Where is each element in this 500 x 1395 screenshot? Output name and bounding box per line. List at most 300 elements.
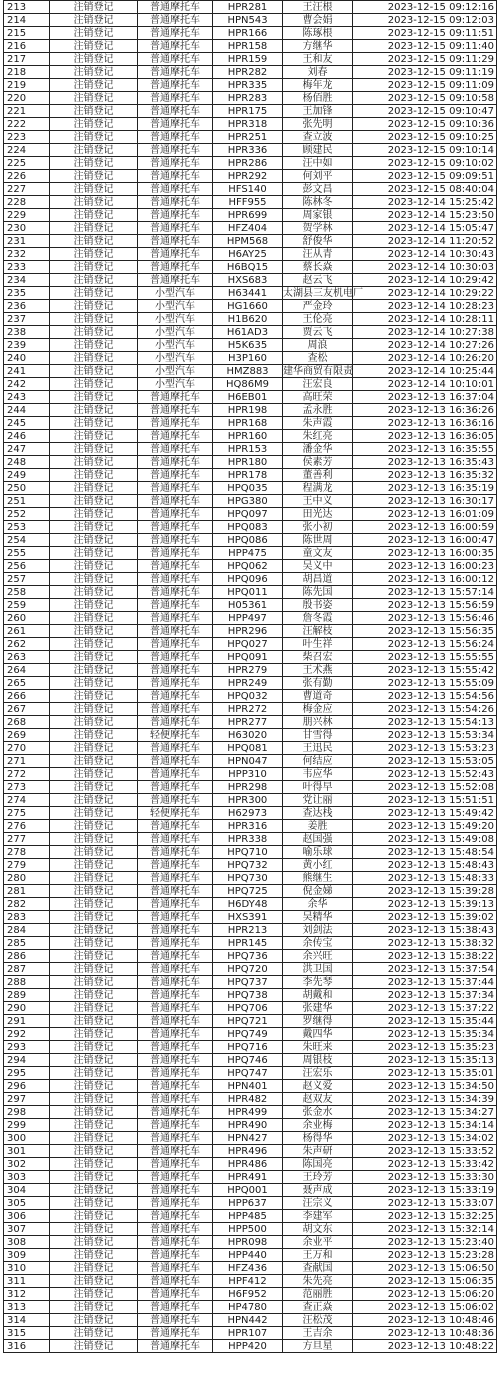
business-time-cell: 2023-12-15 09:11:51 [353, 27, 497, 40]
plate-number-cell: HPR153 [213, 443, 283, 456]
row-number-cell: 250 [4, 482, 50, 495]
business-type-cell: 注销登记 [50, 1223, 138, 1236]
owner-name-cell: 张有勤 [283, 677, 353, 690]
owner-name-cell: 刘春 [283, 66, 353, 79]
business-time-cell: 2023-12-13 15:35:34 [353, 1028, 497, 1041]
business-time-cell: 2023-12-13 15:54:56 [353, 690, 497, 703]
business-time-cell: 2023-12-15 09:09:51 [353, 170, 497, 183]
table-row [4, 612, 497, 625]
row-number-cell: 287 [4, 963, 50, 976]
plate-number-cell: H6BQ15 [213, 261, 283, 274]
business-time-cell: 2023-12-13 15:33:42 [353, 1158, 497, 1171]
table-row [4, 599, 497, 612]
row-number-cell: 313 [4, 1301, 50, 1314]
table-row [4, 768, 497, 781]
business-time-cell: 2023-12-13 16:30:17 [353, 495, 497, 508]
business-time-cell: 2023-12-15 09:10:02 [353, 157, 497, 170]
table-row [4, 508, 497, 521]
business-time-cell: 2023-12-13 15:49:20 [353, 820, 497, 833]
row-number-cell: 237 [4, 313, 50, 326]
owner-name-cell: 甘雪得 [283, 729, 353, 742]
business-type-cell: 注销登记 [50, 92, 138, 105]
business-type-cell: 注销登记 [50, 586, 138, 599]
vehicle-type-cell: 普通摩托车 [138, 183, 213, 196]
plate-number-cell: HPN401 [213, 1080, 283, 1093]
table-row [4, 352, 497, 365]
owner-name-cell: 汪解枝 [283, 625, 353, 638]
business-time-cell: 2023-12-13 15:53:23 [353, 742, 497, 755]
table-row [4, 1184, 497, 1197]
plate-number-cell: HFS140 [213, 183, 283, 196]
table-row [4, 1288, 497, 1301]
business-time-cell: 2023-12-13 15:53:34 [353, 729, 497, 742]
row-number-cell: 276 [4, 820, 50, 833]
vehicle-type-cell: 普通摩托车 [138, 209, 213, 222]
plate-number-cell: HG1660 [213, 300, 283, 313]
table-row [4, 365, 497, 378]
vehicle-type-cell: 普通摩托车 [138, 235, 213, 248]
vehicle-type-cell: 普通摩托车 [138, 976, 213, 989]
business-time-cell: 2023-12-13 16:35:55 [353, 443, 497, 456]
business-time-cell: 2023-12-13 16:35:19 [353, 482, 497, 495]
business-type-cell: 注销登记 [50, 1184, 138, 1197]
plate-number-cell: HPP485 [213, 1210, 283, 1223]
owner-name-cell: 方继华 [283, 40, 353, 53]
vehicle-type-cell: 普通摩托车 [138, 118, 213, 131]
business-type-cell: 注销登记 [50, 937, 138, 950]
vehicle-type-cell: 普通摩托车 [138, 1223, 213, 1236]
business-type-cell: 注销登记 [50, 963, 138, 976]
row-number-cell: 294 [4, 1054, 50, 1067]
row-number-cell: 238 [4, 326, 50, 339]
row-number-cell: 255 [4, 547, 50, 560]
business-type-cell: 注销登记 [50, 222, 138, 235]
plate-number-cell: HFF955 [213, 196, 283, 209]
business-time-cell: 2023-12-13 15:38:43 [353, 924, 497, 937]
plate-number-cell: HPR496 [213, 1145, 283, 1158]
vehicle-type-cell: 普通摩托车 [138, 625, 213, 638]
plate-number-cell: HPR292 [213, 170, 283, 183]
table-row [4, 417, 497, 430]
business-type-cell: 注销登记 [50, 1210, 138, 1223]
plate-number-cell: H6AY25 [213, 248, 283, 261]
table-row [4, 794, 497, 807]
vehicle-type-cell: 小型汽车 [138, 339, 213, 352]
table-row [4, 222, 497, 235]
plate-number-cell: HPR107 [213, 1327, 283, 1340]
business-time-cell: 2023-12-13 15:39:02 [353, 911, 497, 924]
vehicle-type-cell: 普通摩托车 [138, 14, 213, 27]
plate-number-cell: HPR158 [213, 40, 283, 53]
plate-number-cell: HPR699 [213, 209, 283, 222]
business-type-cell: 注销登记 [50, 547, 138, 560]
business-type-cell: 注销登记 [50, 534, 138, 547]
owner-name-cell: 党让丽 [283, 794, 353, 807]
business-time-cell: 2023-12-14 15:23:50 [353, 209, 497, 222]
row-number-cell: 283 [4, 911, 50, 924]
owner-name-cell: 汪宏乐 [283, 1067, 353, 1080]
table-row [4, 690, 497, 703]
row-number-cell: 216 [4, 40, 50, 53]
business-type-cell: 注销登记 [50, 105, 138, 118]
business-time-cell: 2023-12-13 15:37:54 [353, 963, 497, 976]
row-number-cell: 291 [4, 1015, 50, 1028]
owner-name-cell: 查达栈 [283, 807, 353, 820]
business-time-cell: 2023-12-13 15:56:35 [353, 625, 497, 638]
plate-number-cell: HPQ096 [213, 573, 283, 586]
business-time-cell: 2023-12-14 15:05:47 [353, 222, 497, 235]
owner-name-cell: 陈世周 [283, 534, 353, 547]
vehicle-type-cell: 普通摩托车 [138, 196, 213, 209]
plate-number-cell: HPN442 [213, 1314, 283, 1327]
table-row [4, 1041, 497, 1054]
vehicle-type-cell: 普通摩托车 [138, 703, 213, 716]
owner-name-cell: 赵双友 [283, 1093, 353, 1106]
business-type-cell: 注销登记 [50, 1314, 138, 1327]
table-row [4, 560, 497, 573]
business-type-cell: 注销登记 [50, 729, 138, 742]
business-type-cell: 注销登记 [50, 651, 138, 664]
row-number-cell: 242 [4, 378, 50, 391]
vehicle-type-cell: 普通摩托车 [138, 1249, 213, 1262]
table-row [4, 1262, 497, 1275]
owner-name-cell: 陈林冬 [283, 196, 353, 209]
business-type-cell: 注销登记 [50, 1171, 138, 1184]
plate-number-cell: HPP475 [213, 547, 283, 560]
owner-name-cell: 范丽胜 [283, 1288, 353, 1301]
vehicle-type-cell: 普通摩托车 [138, 872, 213, 885]
business-type-cell: 注销登记 [50, 144, 138, 157]
owner-name-cell: 蔡长焱 [283, 261, 353, 274]
row-number-cell: 273 [4, 781, 50, 794]
business-type-cell: 注销登记 [50, 1093, 138, 1106]
vehicle-type-cell: 小型汽车 [138, 378, 213, 391]
table-row [4, 1158, 497, 1171]
table-row [4, 170, 497, 183]
owner-name-cell: 王和友 [283, 53, 353, 66]
owner-name-cell: 叶生祥 [283, 638, 353, 651]
row-number-cell: 224 [4, 144, 50, 157]
business-type-cell: 注销登记 [50, 1340, 138, 1353]
plate-number-cell: HPQ736 [213, 950, 283, 963]
plate-number-cell: HPF412 [213, 1275, 283, 1288]
business-time-cell: 2023-12-13 16:35:32 [353, 469, 497, 482]
vehicle-type-cell: 普通摩托车 [138, 1327, 213, 1340]
table-row [4, 1301, 497, 1314]
owner-name-cell: 何刘平 [283, 170, 353, 183]
table-row [4, 1223, 497, 1236]
plate-number-cell: HPP310 [213, 768, 283, 781]
owner-name-cell: 吴精华 [283, 911, 353, 924]
row-number-cell: 286 [4, 950, 50, 963]
business-time-cell: 2023-12-15 09:10:25 [353, 131, 497, 144]
plate-number-cell: HPP420 [213, 1340, 283, 1353]
owner-name-cell: 王加锋 [283, 105, 353, 118]
owner-name-cell: 童文友 [283, 547, 353, 560]
business-type-cell: 注销登记 [50, 846, 138, 859]
plate-number-cell: HPR491 [213, 1171, 283, 1184]
plate-number-cell: HPM568 [213, 235, 283, 248]
business-time-cell: 2023-12-15 09:10:58 [353, 92, 497, 105]
table-row [4, 1015, 497, 1028]
table-row [4, 885, 497, 898]
business-type-cell: 注销登记 [50, 1262, 138, 1275]
owner-name-cell: 高旺荣 [283, 391, 353, 404]
plate-number-cell: H61AD3 [213, 326, 283, 339]
owner-name-cell: 熊继生 [283, 872, 353, 885]
table-row [4, 950, 497, 963]
plate-number-cell: HQ86M9 [213, 378, 283, 391]
table-row [4, 1054, 497, 1067]
owner-name-cell: 朱旺来 [283, 1041, 353, 1054]
owner-name-cell: 余业平 [283, 1236, 353, 1249]
plate-number-cell: HPQ720 [213, 963, 283, 976]
business-type-cell: 注销登记 [50, 1015, 138, 1028]
plate-number-cell: H62973 [213, 807, 283, 820]
table-row [4, 1093, 497, 1106]
plate-number-cell: HPQ083 [213, 521, 283, 534]
business-type-cell: 注销登记 [50, 235, 138, 248]
row-number-cell: 280 [4, 872, 50, 885]
business-time-cell: 2023-12-14 10:30:43 [353, 248, 497, 261]
table-row [4, 495, 497, 508]
vehicle-type-cell: 普通摩托车 [138, 716, 213, 729]
business-type-cell: 注销登记 [50, 118, 138, 131]
table-row [4, 833, 497, 846]
business-time-cell: 2023-12-15 09:11:40 [353, 40, 497, 53]
row-number-cell: 316 [4, 1340, 50, 1353]
plate-number-cell: HPQ091 [213, 651, 283, 664]
plate-number-cell: HPQ011 [213, 586, 283, 599]
business-time-cell: 2023-12-15 09:11:09 [353, 79, 497, 92]
business-type-cell: 注销登记 [50, 872, 138, 885]
business-type-cell: 注销登记 [50, 261, 138, 274]
table-row [4, 404, 497, 417]
vehicle-type-cell: 普通摩托车 [138, 144, 213, 157]
row-number-cell: 252 [4, 508, 50, 521]
row-number-cell: 297 [4, 1093, 50, 1106]
business-type-cell: 注销登记 [50, 1197, 138, 1210]
vehicle-type-cell: 普通摩托车 [138, 1093, 213, 1106]
owner-name-cell: 潘金华 [283, 443, 353, 456]
table-row [4, 703, 497, 716]
owner-name-cell: 余传宝 [283, 937, 353, 950]
vehicle-type-cell: 普通摩托车 [138, 1275, 213, 1288]
row-number-cell: 295 [4, 1067, 50, 1080]
vehicle-type-cell: 普通摩托车 [138, 1, 213, 14]
row-number-cell: 309 [4, 1249, 50, 1262]
row-number-cell: 235 [4, 287, 50, 300]
row-number-cell: 264 [4, 664, 50, 677]
business-type-cell: 注销登记 [50, 1327, 138, 1340]
vehicle-type-cell: 普通摩托车 [138, 586, 213, 599]
business-time-cell: 2023-12-13 16:01:09 [353, 508, 497, 521]
table-row [4, 1028, 497, 1041]
business-type-cell: 注销登记 [50, 1041, 138, 1054]
vehicle-type-cell: 普通摩托车 [138, 456, 213, 469]
vehicle-type-cell: 普通摩托车 [138, 898, 213, 911]
vehicle-type-cell: 普通摩托车 [138, 1171, 213, 1184]
business-type-cell: 注销登记 [50, 417, 138, 430]
plate-number-cell: HFZ404 [213, 222, 283, 235]
vehicle-type-cell: 普通摩托车 [138, 677, 213, 690]
business-time-cell: 2023-12-13 15:53:05 [353, 755, 497, 768]
business-time-cell: 2023-12-13 15:48:43 [353, 859, 497, 872]
business-type-cell: 注销登记 [50, 1288, 138, 1301]
owner-name-cell: 刘剑法 [283, 924, 353, 937]
business-type-cell: 注销登记 [50, 885, 138, 898]
owner-name-cell: 查献国 [283, 1262, 353, 1275]
business-type-cell: 注销登记 [50, 1028, 138, 1041]
plate-number-cell: HPR168 [213, 417, 283, 430]
plate-number-cell: HPR336 [213, 144, 283, 157]
business-type-cell: 注销登记 [50, 300, 138, 313]
row-number-cell: 288 [4, 976, 50, 989]
plate-number-cell: HPR180 [213, 456, 283, 469]
table-row [4, 1145, 497, 1158]
plate-number-cell: HPQ730 [213, 872, 283, 885]
owner-name-cell: 王伦亮 [283, 313, 353, 326]
row-number-cell: 298 [4, 1106, 50, 1119]
table-row [4, 1340, 497, 1353]
table-row [4, 729, 497, 742]
vehicle-type-cell: 普通摩托车 [138, 768, 213, 781]
business-type-cell: 注销登记 [50, 833, 138, 846]
business-time-cell: 2023-12-13 15:35:23 [353, 1041, 497, 1054]
vehicle-type-cell: 小型汽车 [138, 313, 213, 326]
plate-number-cell: HP4780 [213, 1301, 283, 1314]
business-type-cell: 注销登记 [50, 612, 138, 625]
business-type-cell: 注销登记 [50, 664, 138, 677]
row-number-cell: 244 [4, 404, 50, 417]
business-time-cell: 2023-12-13 15:32:25 [353, 1210, 497, 1223]
business-time-cell: 2023-12-14 11:20:52 [353, 235, 497, 248]
owner-name-cell: 赵云飞 [283, 274, 353, 287]
owner-name-cell: 曹会娟 [283, 14, 353, 27]
table-row [4, 443, 497, 456]
business-type-cell: 注销登记 [50, 1106, 138, 1119]
owner-name-cell: 李先琴 [283, 976, 353, 989]
row-number-cell: 267 [4, 703, 50, 716]
vehicle-type-cell: 小型汽车 [138, 326, 213, 339]
business-time-cell: 2023-12-13 15:39:28 [353, 885, 497, 898]
business-type-cell: 注销登记 [50, 196, 138, 209]
business-time-cell: 2023-12-13 15:49:08 [353, 833, 497, 846]
vehicle-type-cell: 普通摩托车 [138, 1288, 213, 1301]
owner-name-cell: 舒俊华 [283, 235, 353, 248]
owner-name-cell: 查正焱 [283, 1301, 353, 1314]
owner-name-cell: 叶得早 [283, 781, 353, 794]
business-time-cell: 2023-12-14 10:29:42 [353, 274, 497, 287]
plate-number-cell: HPR175 [213, 105, 283, 118]
owner-name-cell: 陈国亮 [283, 1158, 353, 1171]
plate-number-cell: HPR281 [213, 1, 283, 14]
row-number-cell: 262 [4, 638, 50, 651]
table-row [4, 1275, 497, 1288]
table-row [4, 53, 497, 66]
vehicle-type-cell: 普通摩托车 [138, 664, 213, 677]
business-time-cell: 2023-12-13 15:06:35 [353, 1275, 497, 1288]
row-number-cell: 274 [4, 794, 50, 807]
business-time-cell: 2023-12-14 15:25:42 [353, 196, 497, 209]
business-time-cell: 2023-12-14 10:28:23 [353, 300, 497, 313]
business-time-cell: 2023-12-14 10:27:26 [353, 339, 497, 352]
table-row [4, 1236, 497, 1249]
vehicle-type-cell: 小型汽车 [138, 352, 213, 365]
vehicle-type-cell: 普通摩托车 [138, 963, 213, 976]
plate-number-cell: HPQ746 [213, 1054, 283, 1067]
owner-name-cell: 詹冬霞 [283, 612, 353, 625]
owner-name-cell: 殷书姿 [283, 599, 353, 612]
table-row [4, 976, 497, 989]
row-number-cell: 220 [4, 92, 50, 105]
vehicle-type-cell: 普通摩托车 [138, 27, 213, 40]
vehicle-type-cell: 普通摩托车 [138, 391, 213, 404]
business-time-cell: 2023-12-13 15:06:20 [353, 1288, 497, 1301]
row-number-cell: 229 [4, 209, 50, 222]
plate-number-cell: HPR272 [213, 703, 283, 716]
row-number-cell: 306 [4, 1210, 50, 1223]
table-row [4, 482, 497, 495]
vehicle-type-cell: 普通摩托车 [138, 1028, 213, 1041]
owner-name-cell: 王迅民 [283, 742, 353, 755]
business-time-cell: 2023-12-13 15:34:14 [353, 1119, 497, 1132]
row-number-cell: 290 [4, 1002, 50, 1015]
owner-name-cell: 倪金娣 [283, 885, 353, 898]
vehicle-type-cell: 普通摩托车 [138, 131, 213, 144]
table-row [4, 1132, 497, 1145]
business-type-cell: 注销登记 [50, 859, 138, 872]
row-number-cell: 218 [4, 66, 50, 79]
owner-name-cell: 孟永胜 [283, 404, 353, 417]
business-type-cell: 注销登记 [50, 170, 138, 183]
business-time-cell: 2023-12-13 15:06:50 [353, 1262, 497, 1275]
vehicle-type-cell: 普通摩托车 [138, 430, 213, 443]
vehicle-type-cell: 普通摩托车 [138, 1041, 213, 1054]
vehicle-type-cell: 普通摩托车 [138, 911, 213, 924]
row-number-cell: 268 [4, 716, 50, 729]
row-number-cell: 219 [4, 79, 50, 92]
row-number-cell: 232 [4, 248, 50, 261]
table-row [4, 820, 497, 833]
plate-number-cell: HXS683 [213, 274, 283, 287]
business-type-cell: 注销登记 [50, 638, 138, 651]
vehicle-type-cell: 普通摩托车 [138, 833, 213, 846]
plate-number-cell: HPR198 [213, 404, 283, 417]
table-row [4, 1314, 497, 1327]
table-row [4, 1171, 497, 1184]
row-number-cell: 308 [4, 1236, 50, 1249]
business-time-cell: 2023-12-13 15:54:26 [353, 703, 497, 716]
vehicle-type-cell: 普通摩托车 [138, 1054, 213, 1067]
table-row [4, 1327, 497, 1340]
owner-name-cell: 董善利 [283, 469, 353, 482]
table-row [4, 677, 497, 690]
owner-name-cell: 戴四华 [283, 1028, 353, 1041]
vehicle-type-cell: 轻便摩托车 [138, 729, 213, 742]
vehicle-type-cell: 普通摩托车 [138, 417, 213, 430]
table-row [4, 131, 497, 144]
vehicle-type-cell: 普通摩托车 [138, 248, 213, 261]
vehicle-type-cell: 普通摩托车 [138, 105, 213, 118]
business-time-cell: 2023-12-13 16:36:26 [353, 404, 497, 417]
vehicle-type-cell: 普通摩托车 [138, 885, 213, 898]
business-time-cell: 2023-12-13 15:37:44 [353, 976, 497, 989]
business-time-cell: 2023-12-13 15:51:51 [353, 794, 497, 807]
plate-number-cell: H6EB01 [213, 391, 283, 404]
business-type-cell: 注销登记 [50, 625, 138, 638]
plate-number-cell: HPR318 [213, 118, 283, 131]
